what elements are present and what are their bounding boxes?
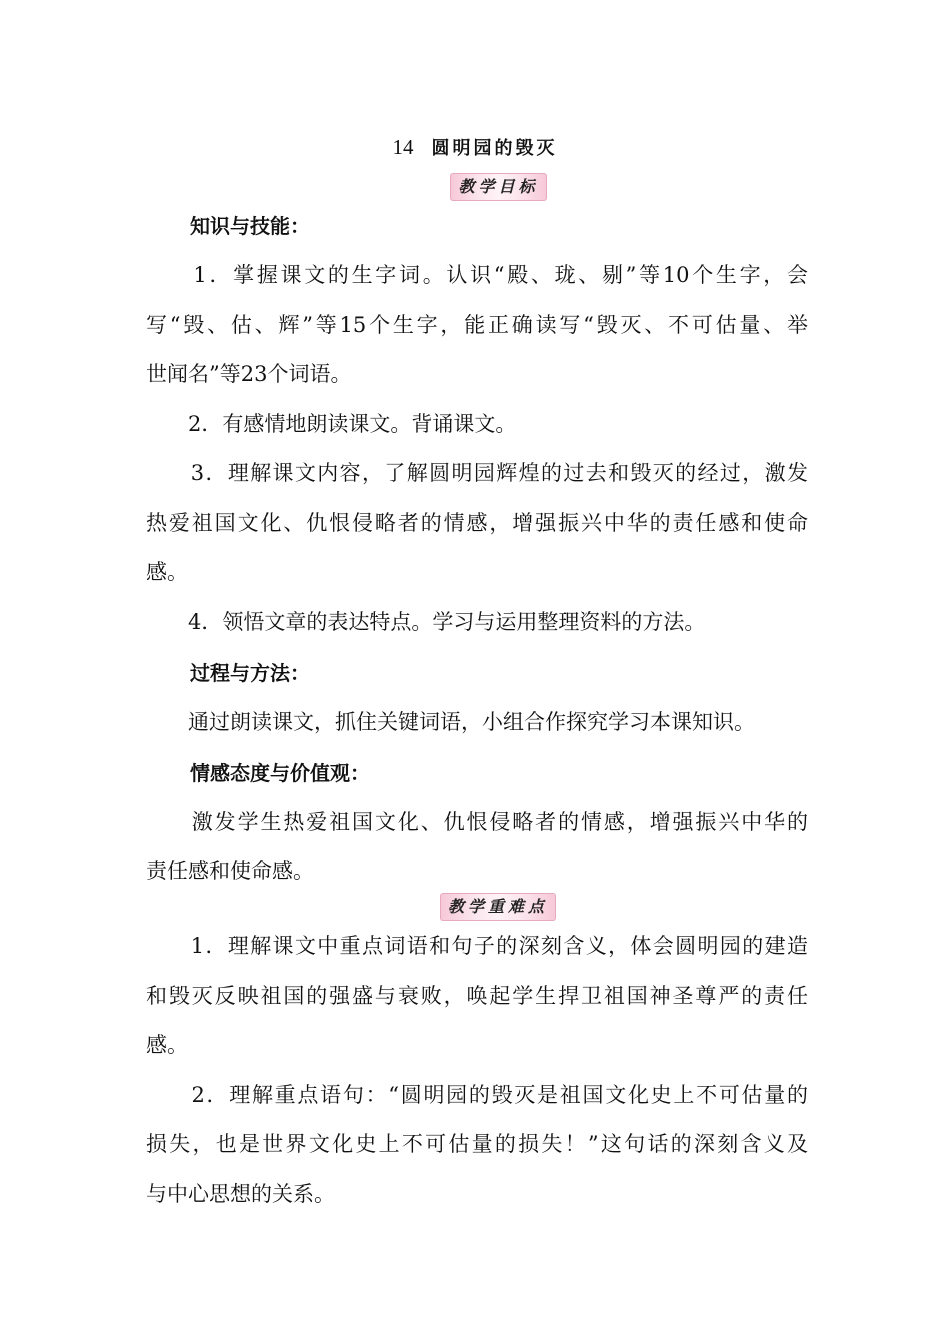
paragraph-line: 2．有感情地朗读课文。背诵课文。 xyxy=(146,412,517,436)
paragraph-line: 1．掌握课文的生字词。认识“殿、珑、剔”等10个生字，会 xyxy=(146,263,808,287)
paragraph-line: 损失，也是世界文化史上不可估量的损失！”这句话的深刻含义及 xyxy=(146,1132,808,1156)
paragraph-line: 1．理解课文中重点词语和句子的深刻含义，体会圆明园的建造 xyxy=(146,934,808,958)
paragraph-line: 4．领悟文章的表达特点。学习与运用整理资料的方法。 xyxy=(146,610,706,634)
paragraph-line: 激发学生热爱祖国文化、仇恨侵略者的情感，增强振兴中华的 xyxy=(146,810,808,834)
lesson-number: 14 xyxy=(392,135,414,159)
paragraph-line: 写“毁、估、辉”等15个生字，能正确读写“毁灭、不可估量、举 xyxy=(146,313,808,337)
lesson-name: 圆明园的毁灭 xyxy=(431,138,558,159)
process-methods-heading: 过程与方法： xyxy=(190,661,310,685)
paragraph-line: 与中心思想的关系。 xyxy=(146,1182,335,1206)
knowledge-skills-heading: 知识与技能： xyxy=(190,214,310,238)
paragraph-line: 热爱祖国文化、仇恨侵略者的情感，增强振兴中华的责任感和使命 xyxy=(146,511,808,535)
paragraph-line: 感。 xyxy=(146,1033,188,1057)
paragraph-line: 感。 xyxy=(146,560,188,584)
teaching-goals-badge: 教学目标 xyxy=(450,173,547,201)
paragraph-line: 世闻名”等23个词语。 xyxy=(146,362,352,386)
paragraph-line: 责任感和使命感。 xyxy=(146,859,314,883)
emotion-values-heading: 情感态度与价值观： xyxy=(190,761,370,785)
lesson-title xyxy=(0,134,950,160)
paragraph-line: 2．理解重点语句：“圆明园的毁灭是祖国文化史上不可估量的 xyxy=(146,1083,808,1107)
paragraph-line: 和毁灭反映祖国的强盛与衰败，唤起学生捍卫祖国神圣尊严的责任 xyxy=(146,984,808,1008)
key-difficult-points-badge: 教学重难点 xyxy=(440,893,556,921)
paragraph-line: 3．理解课文内容，了解圆明园辉煌的过去和毁灭的经过，激发 xyxy=(146,461,808,485)
paragraph-line: 通过朗读课文，抓住关键词语，小组合作探究学习本课知识。 xyxy=(146,710,755,734)
